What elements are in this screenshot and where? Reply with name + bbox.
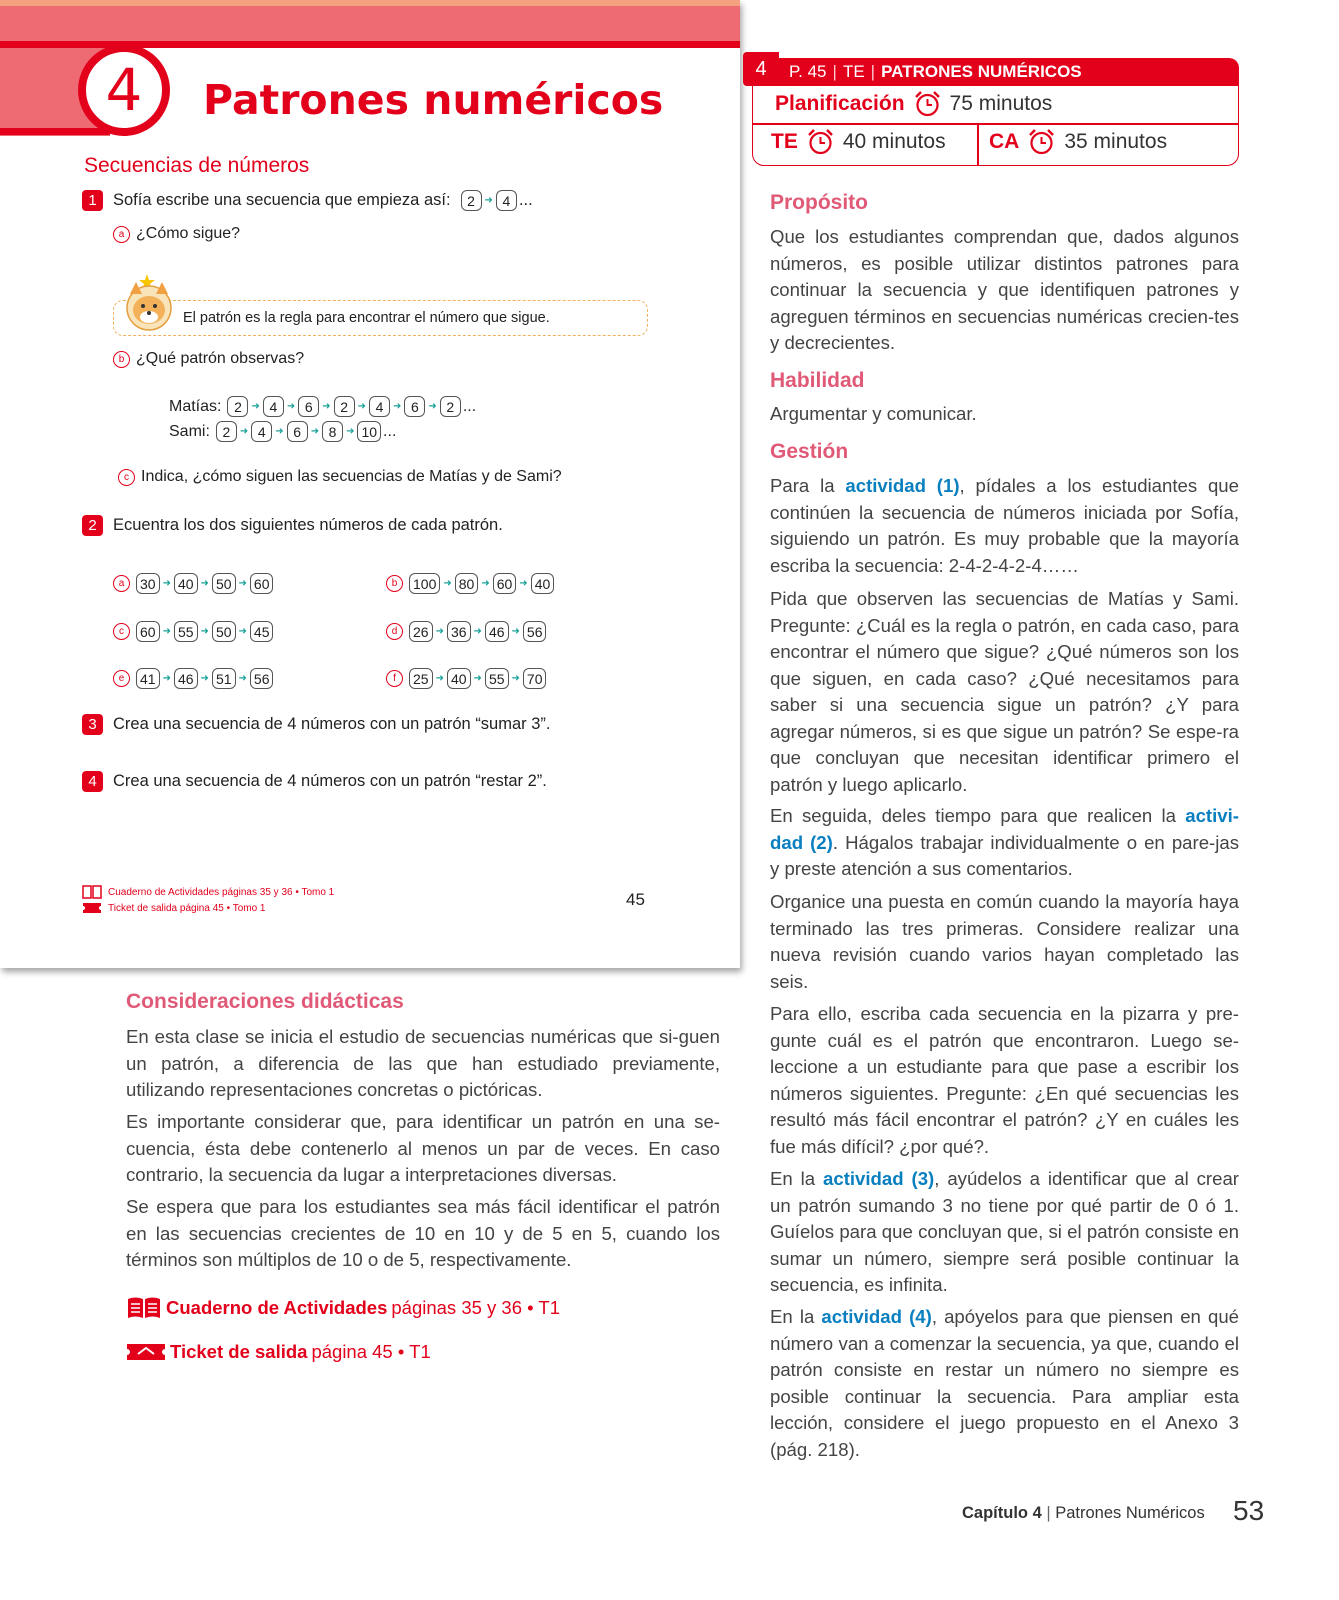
exercise-number: 2 — [82, 515, 103, 536]
arrow-icon: ➜ — [286, 401, 296, 412]
seq-box: 60 — [493, 573, 517, 594]
activity-ref: actividad (3) — [823, 1168, 935, 1189]
plan-label: Planificación — [775, 91, 905, 115]
footer-page-number: 53 — [1233, 1495, 1265, 1526]
exercise-number: 3 — [82, 714, 103, 735]
seq-box: 80 — [455, 573, 479, 594]
tab-title: PATRONES NUMÉRICOS — [881, 62, 1082, 81]
seq-box: 55 — [174, 621, 198, 642]
arrow-icon: ➜ — [200, 673, 209, 684]
sub-letter: c — [118, 469, 135, 486]
seq-box: 50 — [212, 573, 236, 594]
seq-box: 26 — [409, 621, 433, 642]
ref-rest: páginas 35 y 36 • T1 — [391, 1297, 561, 1318]
arrow-icon: ➜ — [473, 626, 482, 637]
consid-ref-workbook — [126, 1296, 560, 1320]
ref-bold: Cuaderno de Actividades — [166, 1297, 388, 1318]
ticket-icon — [126, 1341, 166, 1363]
seq-box: 4 — [263, 396, 284, 417]
arrow-icon: ➜ — [238, 626, 247, 637]
exercise-1b — [113, 350, 304, 368]
arrow-icon: ➜ — [239, 426, 249, 437]
matias-label: Matías: — [169, 397, 222, 415]
seq-box: 100 — [409, 573, 440, 594]
arrow-icon: ➜ — [238, 673, 247, 684]
ellipsis: ... — [462, 397, 477, 415]
arrow-icon: ➜ — [310, 426, 320, 437]
exercise-text: Crea una secuencia de 4 números con un patrón “restar 2”. — [113, 772, 547, 790]
fox-mascot-icon — [120, 272, 178, 332]
consid-paragraph-3: Se espera que para los estudiantes sea más fácil identificar el patrón en las secuencias crecientes de 10 en 10 y de 5 en 5, cuando los términos son múltiplos de 10 o de 5, respectivamente. — [126, 1196, 720, 1270]
ticket-icon — [82, 902, 102, 914]
gestion-paragraph-5: Para ello, escriba cada secuencia en la pizarra y pre-gunte cuál es el patrón que encontraron. Luego se-leccione a un estudiante para que pase a escribir los números siguientes. Pregunte: ¿En qué secuencias les resultó más fácil encontrar el patrón? ¿Y en cuáles les fue más difícil? ¿por qué?. — [770, 1003, 1239, 1157]
tab-page: P. 45 — [789, 62, 827, 81]
consid-ref-ticket — [126, 1341, 431, 1363]
exercise-2 — [82, 515, 503, 536]
book-icon — [126, 1296, 162, 1320]
exercise-1a — [113, 225, 240, 243]
arrow-icon: ➜ — [428, 401, 437, 412]
activity-ref: actividad (1) — [845, 475, 960, 496]
arrow-icon: ➜ — [435, 673, 444, 684]
sub-letter: b — [113, 351, 130, 368]
seq-box: 46 — [485, 621, 509, 642]
seq-box: 56 — [250, 668, 274, 689]
student-page — [0, 0, 740, 968]
seq-box: 60 — [250, 573, 274, 594]
exercise-3 — [82, 714, 551, 735]
gestion-paragraph-2: Pida que observen las secuencias de Matías y Sami. Pregunte: ¿Cuál es la regla o patrón, en cada caso, para encontrar el número que sigue? ¿Qué números son los que siguen, en cada caso? ¿Qué necesitamos para saber si una secuencia sigue un patrón? ¿Y para agregar números, si es que sigue un patrón? Se espe-ra que concluyan que necesitan identificar primero el patrón y luego aplicarlo. — [770, 588, 1239, 795]
text: En seguida, deles tiempo para que realicen la — [770, 805, 1186, 826]
gestion-paragraph-4: Organice una puesta en común cuando la mayoría haya terminado las tres primeras. Considere realizar una nueva revisión cuando varios hayan completado las seis. — [770, 891, 1239, 992]
seq-box: 2 — [440, 396, 461, 417]
arrow-icon: ➜ — [511, 626, 520, 637]
ref-bold: Ticket de salida — [170, 1341, 308, 1362]
exercise-2e — [113, 668, 273, 689]
exercise-text: Sofía escribe una secuencia que empieza así: — [113, 191, 451, 209]
exercise-1c — [118, 468, 562, 486]
section-title: Secuencias de números — [84, 154, 310, 177]
exercise-number: 4 — [82, 771, 103, 792]
footer-ref-workbook — [82, 885, 334, 899]
seq-box: 2 — [227, 396, 248, 417]
arrow-icon: ➜ — [473, 673, 482, 684]
footer-ref-text: Ticket de salida página 45 • Tomo 1 — [108, 902, 266, 914]
ca-row — [989, 128, 1167, 155]
exercise-2d — [386, 621, 546, 642]
activity-ref: activi-dad (2) — [770, 805, 1239, 853]
seq-box: 51 — [212, 668, 236, 689]
tab-chapter-number: 4 — [743, 52, 779, 86]
page-title: Patrones numéricos — [203, 76, 664, 124]
seq-box: 2 — [216, 421, 237, 442]
habilidad-title: Habilidad — [770, 369, 865, 392]
sub-text: Indica, ¿cómo siguen las secuencias de Matías y de Sami? — [141, 468, 562, 485]
seq-box: 4 — [251, 421, 272, 442]
arrow-icon: ➜ — [162, 673, 171, 684]
gestion-paragraph-3 — [770, 803, 1239, 883]
seq-box: 6 — [287, 421, 308, 442]
arrow-icon: ➜ — [275, 426, 284, 437]
book-icon — [82, 885, 102, 899]
planning-row — [775, 90, 1052, 117]
exercise-2f — [386, 668, 546, 689]
text: En la — [770, 1306, 822, 1327]
footer-chapter-rest: Patrones Numéricos — [1055, 1504, 1205, 1522]
tab-header: P. 45 | TE | PATRONES NUMÉRICOS — [779, 58, 1239, 86]
alarm-clock-icon — [913, 90, 942, 117]
exercise-2a — [113, 573, 273, 594]
matias-sequence — [169, 396, 476, 417]
sub-letter: b — [386, 575, 403, 592]
seq-box: 40 — [447, 668, 471, 689]
arrow-icon: ➜ — [484, 195, 493, 206]
seq-box: 4 — [369, 396, 390, 417]
text: En la — [770, 1168, 824, 1189]
seq-box: 40 — [174, 573, 198, 594]
sub-letter: d — [386, 623, 403, 640]
arrow-icon: ➜ — [443, 578, 452, 589]
seq-box: 2 — [334, 396, 355, 417]
consid-paragraph-2: Es importante considerar que, para identificar un patrón en una se-cuencia, ésta debe contenerlo al menos un par de veces. En caso contrario, la secuencia da lugar a interpretaciones diversas. — [126, 1111, 720, 1185]
seq-box: 50 — [212, 621, 236, 642]
text: , ayúdelos a identificar que al crear un patrón sumando 3 no tiene por qué partir de 0 ó 1. Guíelos para que concluyan que, si el patrón consiste en sumar un número, siempre será posible continuar la secuencia, es infinita. — [770, 1168, 1240, 1295]
student-page-number: 45 — [626, 890, 645, 909]
exercise-2c — [113, 621, 273, 642]
seq-box: 46 — [174, 668, 198, 689]
sami-sequence — [169, 421, 396, 442]
seq-box: 60 — [136, 621, 160, 642]
arrow-icon: ➜ — [251, 401, 260, 412]
tab-te: TE — [842, 62, 865, 81]
ref-rest: página 45 • T1 — [311, 1341, 431, 1362]
proposito-text: Que los estudiantes comprendan que, dados algunos números, es posible utilizar distintos patrones para continuar la secuencia y que identifiquen patrones y agreguen términos en secuencias numéricas crecien-tes y decrecientes. — [770, 226, 1239, 353]
text: , apóyelos para que piensen en qué número van a comenzar la secuencia, ya que, cuando el patrón consiste en restar un número no siempre es posible continuar la secuencia. Para ampliar esta lección, considere el juego propuesto en el Anexo 3 (pág. 218). — [770, 1306, 1239, 1460]
arrow-icon: ➜ — [200, 578, 209, 589]
seq-box: 70 — [523, 668, 547, 689]
exercise-1 — [82, 190, 533, 211]
exercise-text: Ecuentra los dos siguientes números de cada patrón. — [113, 516, 503, 534]
consid-paragraph-1: En esta clase se inicia el estudio de secuencias numéricas que si-guen un patrón, a diferencia de las que han estudiado previamente, utilizando representaciones concretas o pictóricas. — [126, 1026, 720, 1100]
arrow-icon: ➜ — [346, 426, 355, 437]
sami-label: Sami: — [169, 422, 210, 440]
sub-letter: c — [113, 623, 130, 640]
ca-label: CA — [989, 129, 1020, 153]
gestion-paragraph-7 — [770, 1304, 1239, 1463]
arrow-icon: ➜ — [519, 578, 528, 589]
hint-text: El patrón es la regla para encontrar el número que sigue. — [183, 310, 550, 326]
arrow-icon: ➜ — [435, 626, 444, 637]
seq-box: 40 — [531, 573, 555, 594]
seq-box: 30 — [136, 573, 160, 594]
arrow-icon: ➜ — [393, 401, 402, 412]
footer-chapter-bold: Capítulo 4 — [962, 1504, 1042, 1522]
sub-letter: e — [113, 670, 130, 687]
seq-box: 10 — [357, 421, 381, 442]
proposito-title: Propósito — [770, 191, 868, 214]
ca-time: 35 minutos — [1064, 129, 1168, 153]
exercise-text: Crea una secuencia de 4 números con un patrón “sumar 3”. — [113, 715, 551, 733]
seq-box: 2 — [461, 190, 482, 211]
seq-box: 6 — [404, 396, 425, 417]
seq-box: 8 — [322, 421, 343, 442]
sub-text: ¿Qué patrón observas? — [136, 350, 305, 367]
arrow-icon: ➜ — [162, 626, 171, 637]
gestion-paragraph-1 — [770, 473, 1239, 579]
footer-ref-text: Cuaderno de Actividades páginas 35 y 36 • Tomo 1 — [108, 886, 335, 898]
text: . Hágalos trabajar individualmente o en pare-jas y preste atención a sus comentarios. — [770, 831, 1240, 879]
arrow-icon: ➜ — [322, 401, 331, 412]
sub-letter: a — [113, 575, 130, 592]
exercise-number: 1 — [82, 190, 103, 211]
text: Para la — [770, 475, 846, 496]
footer-chapter: Capítulo 4 | Patrones Numéricos — [962, 1504, 1205, 1522]
sub-letter: a — [113, 226, 130, 243]
seq-box: 41 — [136, 668, 160, 689]
planning-box — [752, 86, 1239, 166]
alarm-clock-icon — [1027, 128, 1056, 155]
ellipsis: ... — [383, 422, 397, 440]
sub-text: ¿Cómo sigue? — [136, 225, 241, 242]
arrow-icon: ➜ — [200, 626, 209, 637]
seq-box: 25 — [409, 668, 433, 689]
ellipsis: ... — [518, 191, 533, 209]
seq-box: 45 — [250, 621, 274, 642]
seq-box: 6 — [298, 396, 319, 417]
seq-box: 56 — [523, 621, 547, 642]
arrow-icon: ➜ — [511, 673, 520, 684]
arrow-icon: ➜ — [481, 578, 490, 589]
hint-box — [113, 300, 648, 336]
alarm-clock-icon — [806, 128, 835, 155]
footer-ref-ticket — [82, 902, 266, 914]
arrow-icon: ➜ — [238, 578, 247, 589]
plan-time: 75 minutos — [949, 91, 1053, 115]
habilidad-text: Argumentar y comunicar. — [770, 403, 977, 424]
sequence — [461, 190, 533, 211]
gestion-title: Gestión — [770, 440, 849, 463]
seq-box: 4 — [496, 190, 517, 211]
text: , pídales a los estudiantes que continúen la secuencia de números iniciada por Sofía, siguiendo un patrón. Es muy probable que la mayoría escriba la secuencia: 2-4-2-4-2-4…… — [770, 475, 1239, 576]
chapter-number-circle: 4 — [78, 44, 170, 136]
gestion-paragraph-6 — [770, 1166, 1239, 1299]
consid-title: Consideraciones didácticas — [126, 990, 404, 1013]
te-label: TE — [771, 129, 798, 153]
arrow-icon: ➜ — [357, 401, 367, 412]
header-band — [0, 0, 740, 48]
exercise-2b — [386, 573, 554, 594]
exercise-4 — [82, 771, 547, 792]
te-row — [771, 128, 946, 155]
arrow-icon: ➜ — [162, 578, 171, 589]
activity-ref: actividad (4) — [821, 1306, 932, 1327]
te-time: 40 minutos — [842, 129, 946, 153]
seq-box: 55 — [485, 668, 509, 689]
seq-box: 36 — [447, 621, 471, 642]
sub-letter: f — [386, 670, 403, 687]
